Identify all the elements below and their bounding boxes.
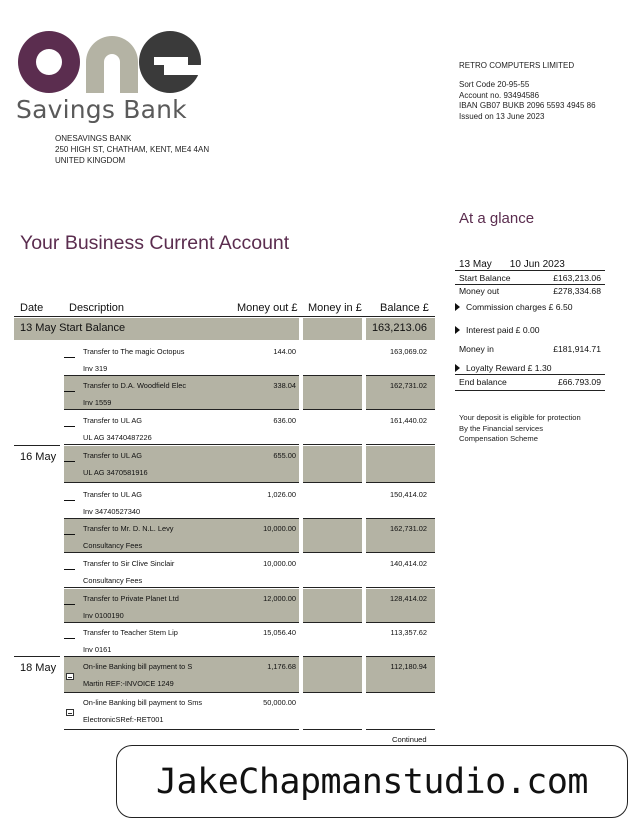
col-header-money-out: Money out £ xyxy=(237,302,298,314)
transaction-money-out: 12,000.00 xyxy=(263,594,296,603)
triangle-bullet-icon xyxy=(455,326,460,334)
note-line: By the Financial services xyxy=(459,423,543,433)
transaction-reference: UL AG 34740487226 xyxy=(83,433,152,442)
transaction-description: Transfer to D.A. Woodfield Elec xyxy=(83,381,187,390)
bill-payment-icon xyxy=(66,673,74,680)
value: £66.793.09 xyxy=(557,377,601,387)
row-marker xyxy=(64,604,75,605)
transaction-money-out: 10,000.00 xyxy=(263,559,296,568)
bank-address-line: ONESAVINGS BANK xyxy=(55,134,132,143)
row-marker xyxy=(64,534,75,535)
row-shade xyxy=(303,657,362,692)
iban: IBAN GB07 BUKB 2096 5593 4945 86 xyxy=(459,101,596,111)
transaction-money-out: 636.00 xyxy=(273,416,296,425)
start-balance-value: 163,213.06 xyxy=(371,322,427,334)
triangle-bullet-icon xyxy=(455,303,460,311)
value: £278,334.68 xyxy=(553,286,601,296)
transaction-description: Transfer to Sir Clive Sinclair xyxy=(83,559,175,568)
transaction-description: Transfer to Mr. D. N.L. Levy xyxy=(83,524,174,533)
row-marker xyxy=(64,461,75,462)
divider xyxy=(455,390,605,391)
glance-title: At a glance xyxy=(459,210,535,227)
date-rule xyxy=(14,445,60,446)
transaction-money-out: 50,000.00 xyxy=(263,698,296,707)
row-rule xyxy=(64,552,299,553)
header-rule xyxy=(14,316,435,317)
row-rule xyxy=(303,729,362,730)
glance-interest: Interest paid £ 0.00 xyxy=(466,325,540,335)
transaction-balance: 128,414.02 xyxy=(390,594,427,603)
date-label: 16 May xyxy=(20,451,57,463)
col-header-description: Description xyxy=(69,302,125,314)
customer-name: RETRO COMPUTERS LIMITED xyxy=(459,61,575,70)
row-rule xyxy=(303,552,362,553)
date-rule xyxy=(14,656,60,657)
row-rule xyxy=(303,444,362,445)
transaction-money-out: 655.00 xyxy=(273,451,296,460)
value: £163,213.06 xyxy=(553,273,601,283)
sort-code: Sort Code 20-95-55 xyxy=(459,80,530,90)
col-header-balance: Balance £ xyxy=(380,302,429,314)
watermark-banner xyxy=(116,745,628,818)
transaction-description: Transfer to UL AG xyxy=(83,490,143,499)
glance-end-balance xyxy=(459,377,601,387)
row-rule xyxy=(303,587,362,588)
transaction-balance: 163,069.02 xyxy=(390,347,427,356)
label: End balance xyxy=(459,377,507,387)
transaction-money-out: 1,026.00 xyxy=(267,490,296,499)
glance-money-in xyxy=(459,344,601,354)
transaction-reference: Consultancy Fees xyxy=(83,576,143,585)
transaction-description: Transfer to The magic Octopus xyxy=(83,347,185,356)
date-label: 18 May xyxy=(20,662,57,674)
transaction-reference: Inv 34740527340 xyxy=(83,507,141,516)
transaction-balance: 150,414.02 xyxy=(390,490,427,499)
transaction-description: On-line Banking bill payment to S xyxy=(83,662,193,671)
row-rule xyxy=(366,622,435,623)
row-rule xyxy=(64,692,299,693)
row-marker xyxy=(64,638,75,639)
deposit-protection-note xyxy=(459,413,581,445)
glance-money-out xyxy=(459,286,601,296)
row-shade xyxy=(366,446,435,482)
start-balance-label: 13 May Start Balance xyxy=(20,322,126,334)
row-rule xyxy=(64,444,299,445)
row-rule xyxy=(303,482,362,483)
glance-loyalty: Loyalty Reward £ 1.30 xyxy=(466,363,552,373)
label: Money out xyxy=(459,286,500,296)
row-rule xyxy=(64,587,299,588)
row-rule xyxy=(366,482,435,483)
row-rule xyxy=(366,444,435,445)
bank-address-line: 250 HIGH ST, CHATHAM, KENT, ME4 4AN xyxy=(55,145,210,154)
row-rule xyxy=(64,729,299,730)
row-rule xyxy=(366,692,435,693)
watermark-text: JakeChapmanstudio.com xyxy=(155,761,588,802)
shade-cell xyxy=(303,318,362,340)
bank-address-line: UNITED KINGDOM xyxy=(55,156,126,165)
transaction-money-out: 10,000.00 xyxy=(263,524,296,533)
row-marker xyxy=(64,357,75,358)
bill-payment-icon xyxy=(66,709,74,716)
transaction-balance: 161,440.02 xyxy=(390,416,427,425)
col-header-date: Date xyxy=(20,302,44,314)
transaction-reference: Inv 319 xyxy=(83,364,108,373)
issued-date: Issued on 13 June 2023 xyxy=(459,111,545,121)
label: Start Balance xyxy=(459,273,511,283)
row-rule xyxy=(366,552,435,553)
transaction-reference: Martin REF:-INVOICE 1249 xyxy=(83,679,174,688)
account-title: Your Business Current Account xyxy=(20,232,290,254)
row-marker xyxy=(64,426,75,427)
divider xyxy=(455,284,605,285)
glance-date-to: 10 Jun 2023 xyxy=(509,259,565,270)
col-header-money-in: Money in £ xyxy=(308,302,362,314)
transaction-reference: UL AG 3470581916 xyxy=(83,468,148,477)
value: £181,914.71 xyxy=(553,344,601,354)
transaction-money-out: 338.04 xyxy=(273,381,296,390)
transaction-balance: 140,414.02 xyxy=(390,559,427,568)
glance-start-balance xyxy=(459,273,601,283)
row-rule xyxy=(366,587,435,588)
transaction-balance: 112,180.94 xyxy=(390,662,427,671)
account-number: Account no. 93494586 xyxy=(459,90,540,100)
transaction-money-out: 1,176.68 xyxy=(267,662,296,671)
row-rule xyxy=(64,409,299,410)
transaction-reference: ElectronicSRef:-RET001 xyxy=(83,715,164,724)
row-shade xyxy=(303,376,362,409)
glance-commission: Commission charges £ 6.50 xyxy=(466,302,573,312)
transaction-balance: 162,731.02 xyxy=(390,524,427,533)
note-line: Compensation Scheme xyxy=(459,434,538,443)
transaction-reference: Consultancy Fees xyxy=(83,541,143,550)
transaction-balance: 162,731.02 xyxy=(390,381,427,390)
glance-dates xyxy=(459,259,565,270)
row-rule xyxy=(303,692,362,693)
row-marker xyxy=(64,500,75,501)
logo-subtitle: Savings Bank xyxy=(16,95,187,124)
row-marker xyxy=(64,569,75,570)
bank-address xyxy=(55,133,209,166)
customer-details xyxy=(459,61,596,122)
note-line: Your deposit is eligible for protection xyxy=(459,413,581,422)
triangle-bullet-icon xyxy=(455,364,460,372)
transaction-description: Transfer to UL AG xyxy=(83,416,143,425)
transaction-money-out: 15,056.40 xyxy=(263,628,296,637)
row-shade xyxy=(303,446,362,482)
row-rule xyxy=(64,482,299,483)
transaction-money-out: 144.00 xyxy=(273,347,296,356)
row-shade xyxy=(303,519,362,552)
continued-label: Continued xyxy=(392,735,427,744)
row-rule xyxy=(366,409,435,410)
transaction-reference: Inv 0161 xyxy=(83,645,112,654)
row-rule xyxy=(303,409,362,410)
transaction-reference: Inv 1559 xyxy=(83,398,112,407)
row-rule xyxy=(64,622,299,623)
divider xyxy=(455,270,605,271)
glance-date-from: 13 May xyxy=(459,259,492,270)
transaction-balance: 113,357.62 xyxy=(390,628,427,637)
row-rule xyxy=(303,622,362,623)
transaction-description: Transfer to Private Planet Ltd xyxy=(83,594,179,603)
transaction-description: Transfer to UL AG xyxy=(83,451,143,460)
transaction-description: Transfer to Teacher Stem Lip xyxy=(83,628,178,637)
bank-logo xyxy=(14,26,204,96)
transaction-description: On-line Banking bill payment to Sms xyxy=(83,698,203,707)
divider xyxy=(455,374,605,375)
transaction-reference: Inv 0100190 xyxy=(83,611,124,620)
row-shade xyxy=(303,589,362,622)
label: Money in xyxy=(459,344,494,354)
row-marker xyxy=(64,391,75,392)
row-rule xyxy=(366,729,435,730)
